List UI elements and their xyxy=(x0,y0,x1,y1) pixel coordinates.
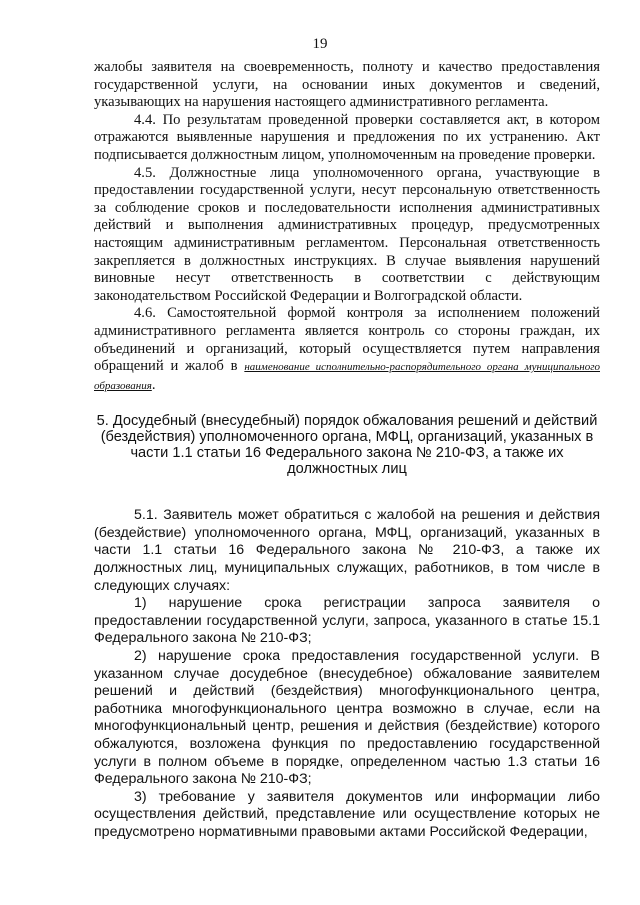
paragraph-4-6-text: 4.6. Самостоятельной формой контроля за исполнением положений административного регламента является контроль со стороны граждан, их объединений и организаций, который осуществляется путем направления обращений и жалоб в xyxy=(94,305,600,375)
paragraph-4-4: 4.4. По результатам проведенной проверки составляется акт, в котором отражаются выявленные нарушения и предложения по их устранению. Акт подписывается должностным лицом, уполномоченным на проведение проверки. xyxy=(94,111,600,163)
section-5-heading: 5. Досудебный (внесудебный) порядок обжалования решений и действий (бездействия) уполномоченного органа, МФЦ, организаций, указанных в части 1.1 статьи 16 Федерального закона № 210-ФЗ, а также их должностных лиц xyxy=(96,413,598,478)
list-item-1: 1) нарушение срока регистрации запроса заявителя о предоставлении государственной услуги, запроса, указанного в статье 15.1 Федерального закона № 210-ФЗ; xyxy=(94,595,600,647)
page-number: 19 xyxy=(312,36,328,52)
list-item-3: 3) требование у заявителя документов или информации либо осуществления действий, представление или осуществление которых не предусмотрено нормативными правовыми актами Российской Федерации, xyxy=(94,788,600,840)
paragraph-4-6-end: . xyxy=(151,376,156,393)
paragraph-4-6 xyxy=(94,305,600,395)
paragraph-4-5: 4.5. Должностные лица уполномоченного органа, участвующие в предоставлении государственной услуги, несут персональную ответственность за соблюдение сроков и последовательности исполнения административных действий и выполнения административных процедур, предусмотренных настоящим административным регламентом. Персональная ответственность закрепляется в должностных инструкциях. В случае выявления нарушений виновные несут ответственность в соответствии с действующим законодательством Российской Федерации и Волгоградской области. xyxy=(94,164,600,304)
section-5-body xyxy=(94,507,600,841)
paragraph-continuation: жалобы заявителя на своевременность, полноту и качество предоставления государственной услуги, на основании иных документов и сведений, указывающих на нарушения настоящего административного регламента. xyxy=(94,59,600,111)
paragraph-5-1: 5.1. Заявитель может обратиться с жалобой на решения и действия (бездействие) уполномоченного органа, МФЦ, организаций, указанных в части 1.1 статьи 16 Федерального закона № 210-ФЗ, а также их должностных лиц, муниципальных служащих, работников, в том числе в следующих случаях: xyxy=(94,507,600,594)
authority-placeholder: наименование исполнительно-распорядительного органа муниципального образования xyxy=(94,361,600,392)
spacer xyxy=(94,477,600,507)
list-item-2: 2) нарушение срока предоставления государственной услуги. В указанном случае досудебное (внесудебное) обжалование заявителем решений и действий (бездействия) многофункционального центра, работника многофункционального центра возможно в случае, если на многофункциональный центр, решения и действия (бездействие) которого обжалуются, возложена функция по предоставлению государственной услуги в полном объеме в порядке, определенном частью 1.3 статьи 16 Федерального закона № 210-ФЗ; xyxy=(94,648,600,788)
document-body xyxy=(94,59,600,842)
